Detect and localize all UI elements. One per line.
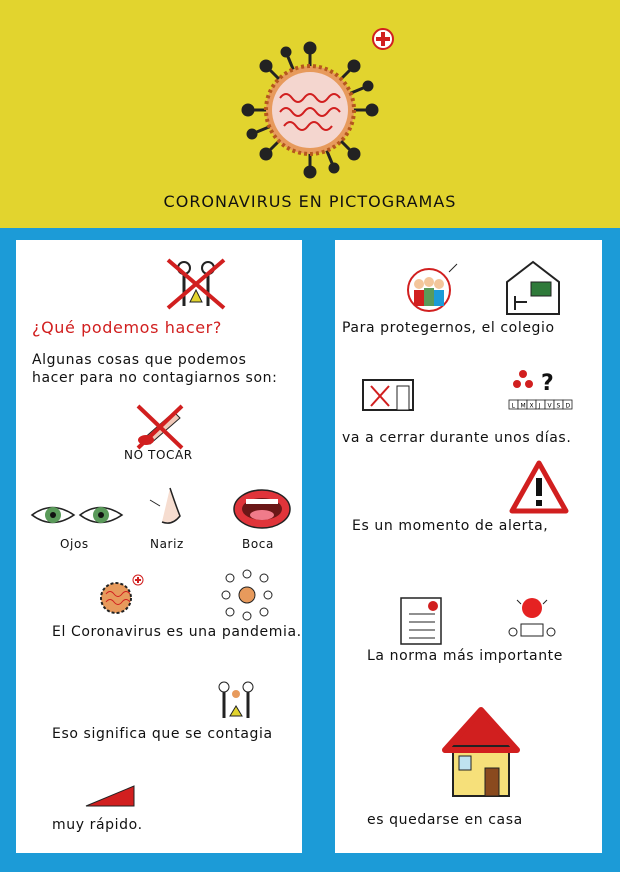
calendar-day-label: X — [529, 402, 534, 410]
no-touch-face-icon — [132, 404, 188, 450]
calendar-day-label: L — [511, 402, 515, 410]
coronavirus-icon — [240, 40, 380, 180]
eyes-label: Ojos — [60, 537, 89, 551]
intro-text-2: hacer para no contagiarnos son: — [32, 370, 278, 386]
fast-text: muy rápido. — [52, 817, 143, 833]
no-touch-label: NO TOCAR — [124, 448, 193, 462]
closed-school-icon — [361, 374, 415, 412]
page-title: CORONAVIRUS EN PICTOGRAMAS — [163, 192, 457, 211]
virus-small-icon — [96, 574, 144, 620]
alert-text: Es un momento de alerta, — [352, 518, 549, 534]
calendar-day-label: S — [556, 402, 561, 410]
left-panel — [16, 240, 302, 853]
rule-text: La norma más importante — [367, 648, 563, 664]
intro-text-1: Algunas cosas que podemos — [32, 352, 247, 368]
contagion-icon — [214, 680, 258, 722]
important-rule-icon — [507, 596, 557, 642]
calendar-day-label: D — [565, 402, 571, 410]
mouth-label: Boca — [242, 537, 274, 551]
speed-ramp-icon — [86, 784, 136, 808]
rules-list-icon — [399, 596, 443, 646]
warning-icon — [509, 460, 569, 514]
protect-text: Para protegernos, el colegio — [342, 320, 555, 336]
header-banner — [0, 0, 620, 228]
calendar-day-label: M — [520, 402, 526, 410]
pandemic-icon — [222, 570, 272, 620]
eyes-icon — [30, 500, 124, 530]
right-panel — [335, 240, 602, 853]
calendar-day-label: J — [538, 402, 541, 410]
no-contact-icon — [164, 256, 228, 312]
nose-icon — [150, 486, 190, 530]
children-icon — [405, 264, 461, 312]
pandemic-text: El Coronavirus es una pandemia. — [52, 624, 302, 640]
contagious-text: Eso significa que se contagia — [52, 726, 273, 742]
nose-label: Nariz — [150, 537, 184, 551]
close-text: va a cerrar durante unos días. — [342, 430, 572, 446]
home-text: es quedarse en casa — [367, 812, 523, 828]
house-icon — [441, 706, 521, 798]
calendar-day-label: V — [547, 402, 552, 410]
question-heading: ¿Qué podemos hacer? — [32, 318, 222, 337]
red-cross-icon — [371, 27, 395, 51]
days-question-icon — [505, 366, 575, 412]
school-icon — [505, 260, 561, 316]
svg-text:?: ? — [541, 371, 554, 396]
mouth-icon — [232, 488, 292, 530]
